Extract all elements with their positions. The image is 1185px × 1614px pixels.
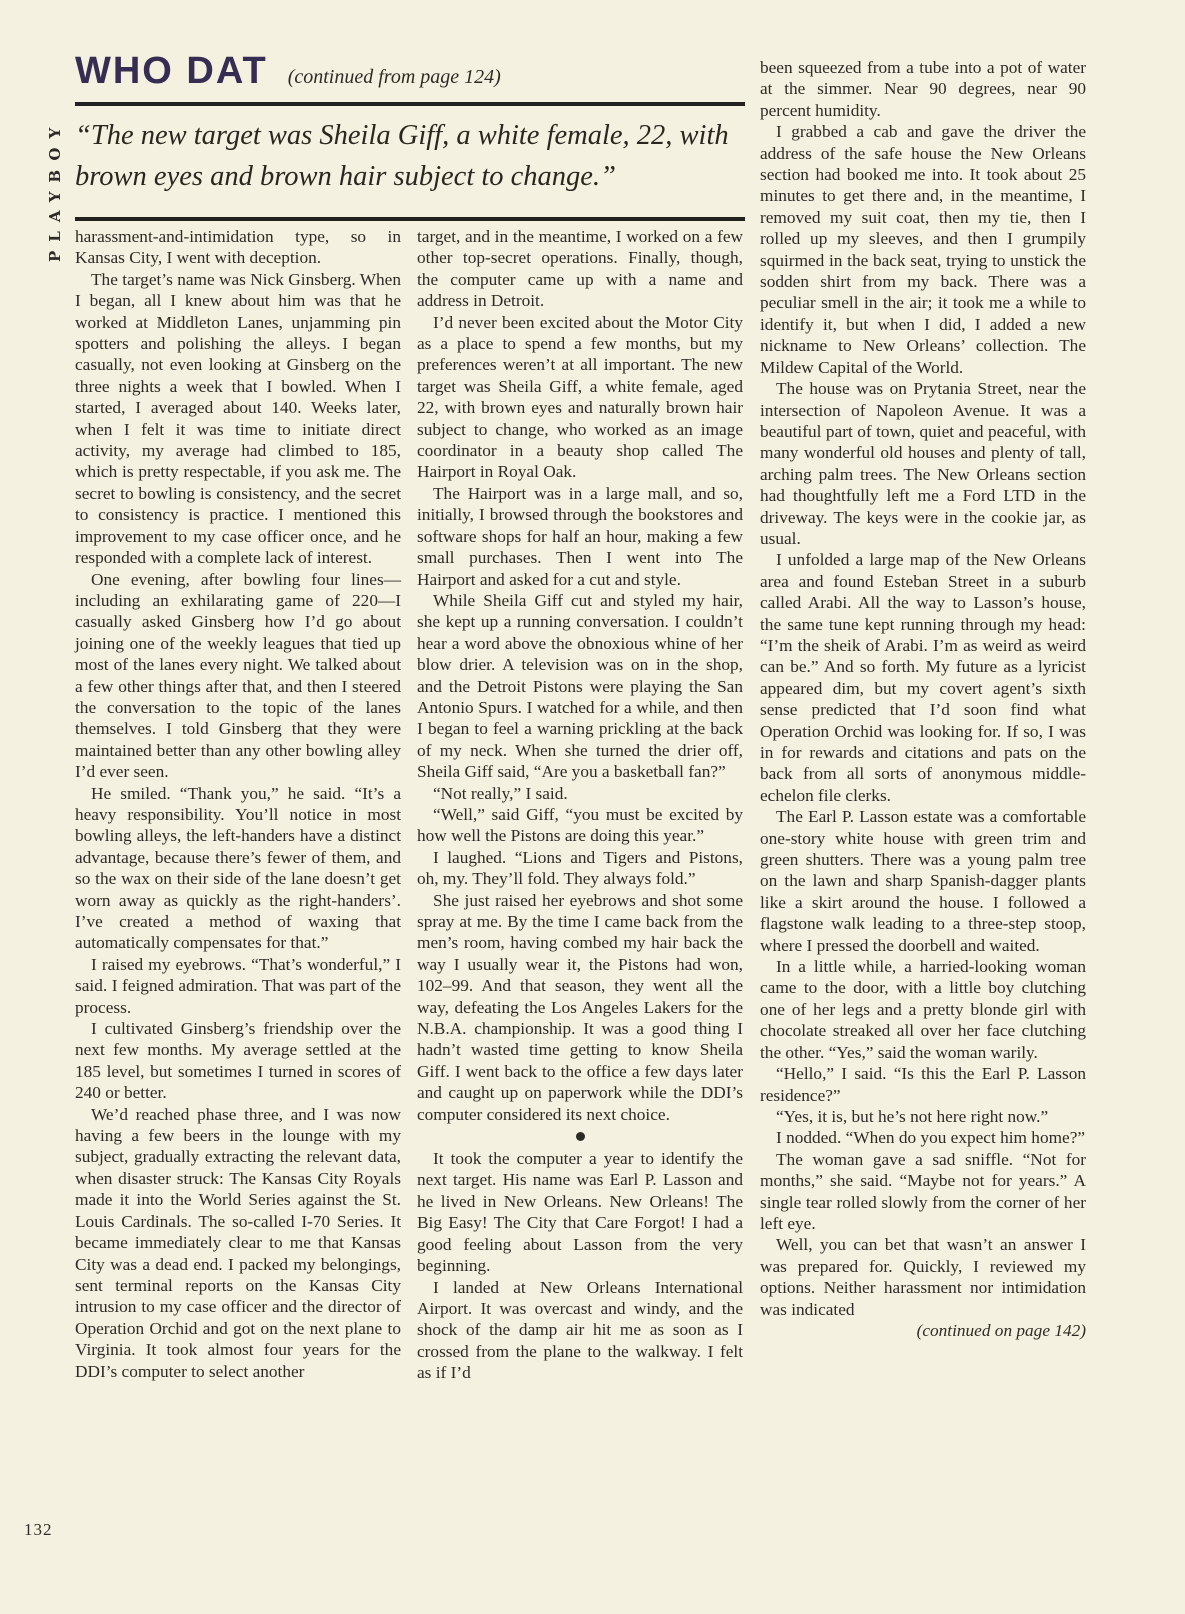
paragraph: We’d reached phase three, and I was now having a few beers in the lounge with my subject, gradually extracting the relevant data, when disaster struck: The Kansas City Royals made it into the World Series against the St. Louis Cardinals. The so-called I-70 Series. It became immediately clear to me that Kansas City was a dead end. I packed my belongings, sent terminal reports on the Kansas City intrusion to my case officer and the director of Operation Orchid and got on the next plane to Virginia. It took almost four years for the DDI’s computer to select another [75, 1104, 401, 1381]
paragraph: The target’s name was Nick Ginsberg. When I began, all I knew about him was that he worked at Middleton Lanes, unjamming pin spotters and polishing the alleys. I began casually, not even looking at Ginsberg on the three nights a week that I bowled. When I started, I averaged about 140. Weeks later, when I felt it was time to initiate direct activity, my average had climbed to 185, which is pretty respectable, if you ask me. The secret to bowling is consistency, and the secret to consistency is practice. I mentioned this improvement to my case officer once, and he responded with a complete lack of interest. [75, 269, 401, 568]
paragraph: He smiled. “Thank you,” he said. “It’s a heavy responsibility. You’ll notice in most bowling alleys, the left-handers have a distinct advantage, because there’s fewer of them, and so the wax on their side of the lane doesn’t get worn away as quickly as the right-handers’. I’ve created a method of waxing that automatically compensates for that.” [75, 783, 401, 953]
continued-on-note: (continued on page 142) [916, 1320, 1086, 1340]
paragraph: I’d never been excited about the Motor City as a place to spend a few months, but my preferences weren’t at all important. The new target was Sheila Giff, a white female, aged 22, with brown eyes and naturally brown hair subject to change, who worked as an image coordinator in a beauty shop called The Hairport in Royal Oak. [417, 312, 743, 482]
paragraph: I landed at New Orleans International Airport. It was overcast and windy, and the shock of the damp air hit me as soon as I crossed from the plane to the walkway. I felt as if I’d [417, 1277, 743, 1383]
paragraph: The woman gave a sad sniffle. “Not for months,” she said. “Maybe not for years.” A single tear rolled slowly from the corner of her left eye. [760, 1149, 1086, 1233]
section-break-bullet-icon [576, 1132, 585, 1141]
paragraph: I laughed. “Lions and Tigers and Pistons, oh, my. They’ll fold. They always fold.” [417, 847, 743, 889]
paragraph: target, and in the meantime, I worked on a few other top-secret operations. Finally, though, the computer came up with a name and address in Detroit. [417, 227, 743, 311]
column-2-part-1 [417, 226, 743, 1125]
page-number: 132 [24, 1520, 53, 1539]
paragraph: It took the computer a year to identify the next target. His name was Earl P. Lasson and he lived in New Orleans. New Orleans! The Big Easy! The City that Care Forgot! I had a good feeling about Lasson from the very beginning. [417, 1149, 743, 1276]
paragraph: “Well,” said Giff, “you must be excited by how well the Pistons are doing this year.” [417, 804, 743, 846]
paragraph: I unfolded a large map of the New Orleans area and found Esteban Street in a suburb called Arabi. All the way to Lasson’s house, the same tune kept running through my head: “I’m the sheik of Arabi. I’m as weird as weird can be.” And so forth. My future as a lyricist appeared dim, but my covert agent’s sixth sense predicted that I’d soon find what Operation Orchid was looking for. If so, I was in for rewards and citations and pats on the back from all sorts of anonymous middle-echelon file clerks. [760, 550, 1086, 805]
continued-from-note: (continued from page 124) [287, 66, 501, 88]
paragraph: been squeezed from a tube into a pot of water at the simmer. Near 90 degrees, near 90 percent humidity. [760, 58, 1086, 120]
paragraph: I grabbed a cab and gave the driver the address of the safe house the New Orleans section had booked me into. It took about 25 minutes to get there and, in the meantime, I removed my suit coat, then my tie, then I rolled up my sleeves, and then I grumpily squirmed in the back seat, trying to unstick the sodden shirt from my back. There was a peculiar smell in the air; it took me a while to identify it, but when I did, I added a new nickname to New Orleans’ collection. The Mildew Capital of the World. [760, 122, 1086, 377]
paragraph: I raised my eyebrows. “That’s wonderful,” I said. I feigned admiration. That was part of the process. [75, 954, 401, 1017]
paragraph: “Yes, it is, but he’s not here right now.” [776, 1106, 1049, 1126]
paragraph: “Hello,” I said. “Is this the Earl P. Lasson residence?” [760, 1064, 1086, 1105]
paragraph: The Hairport was in a large mall, and so, initially, I browsed through the bookstores and software shops for half an hour, making a few small purchases. Then I went into The Hairport and asked for a cut and style. [417, 483, 743, 589]
text-column-1 [75, 226, 401, 1382]
article-title: WHO DAT [75, 50, 268, 92]
paragraph: One evening, after bowling four lines—including an exhilarating game of 220—I casually asked Ginsberg how I’d go about joining one of the weekly leagues that tied up most of the lanes every night. We talked about a few other things after that, and then I steered the conversation to the topic of the lanes themselves. I told Ginsberg that they were maintained better than any other bowling alley I’d ever seen. [75, 569, 401, 782]
column-2-part-2 [417, 1148, 743, 1383]
paragraph: I cultivated Ginsberg’s friendship over the next few months. My average settled at the 185 level, but sometimes I turned in scores of 240 or better. [75, 1019, 401, 1103]
paragraph: In a little while, a harried-looking woman came to the door, with a little boy clutching one of her legs and a pretty blonde girl with chocolate streaked all over her face clutching the other. “Yes,” said the woman warily. [760, 957, 1086, 1062]
paragraph: Well, you can bet that wasn’t an answer I was prepared for. Quickly, I reviewed my options. Neither harassment nor intimidation was indicated [760, 1235, 1086, 1319]
paragraph: While Sheila Giff cut and styled my hair, she kept up a running conversation. I couldn’t hear a word above the obnoxious whine of her blow drier. A television was on in the shop, and the Detroit Pistons were playing the San Antonio Spurs. I watched for a while, and then I began to feel a warning prickling at the back of my neck. When she turned the drier off, Sheila Giff said, “Are you a basketball fan?” [417, 590, 743, 782]
pull-quote: “The new target was Sheila Giff, a white female, 22, with brown eyes and brown hair subject to change.” [75, 120, 729, 192]
magazine-spine-text: PLAYBOY [46, 118, 64, 262]
title-row [75, 50, 745, 93]
paragraph: “Not really,” I said. [433, 783, 568, 803]
column-3-paragraphs [760, 57, 1086, 1320]
article-header [75, 50, 745, 221]
text-column-2 [417, 226, 743, 1384]
paragraph: She just raised her eyebrows and shot some spray at me. By the time I came back from the men’s room, having combed my hair back the way I usually wear it, the Pistons had won, 102–99. And that season, they went all the way, defeating the Los Angeles Lakers for the N.B.A. championship. It was a good thing I hadn’t wasted time getting to know Sheila Giff. I went back to the office a few days later and caught up on paperwork while the DDI’s computer considered its next choice. [417, 890, 743, 1124]
paragraph: The house was on Prytania Street, near the intersection of Napoleon Avenue. It was a beautiful part of town, quiet and peaceful, with many wonderful old houses and plenty of tall, arching palm trees. The New Orleans section had thoughtfully left me a Ford LTD in the driveway. The keys were in the cookie jar, as usual. [760, 379, 1086, 548]
paragraph: The Earl P. Lasson estate was a comfortable one-story white house with green trim and green shutters. There was a young palm tree on the lawn and sharp Spanish-dagger plants like a skirt around the house. I followed a flagstone walk leading to a three-step stoop, where I pressed the doorbell and waited. [760, 807, 1086, 955]
paragraph: harassment-and-intimidation type, so in Kansas City, I went with deception. [75, 227, 401, 268]
text-column-3 [760, 57, 1086, 1341]
divider-rule-bottom [75, 217, 745, 221]
paragraph: I nodded. “When do you expect him home?” [776, 1128, 1086, 1148]
